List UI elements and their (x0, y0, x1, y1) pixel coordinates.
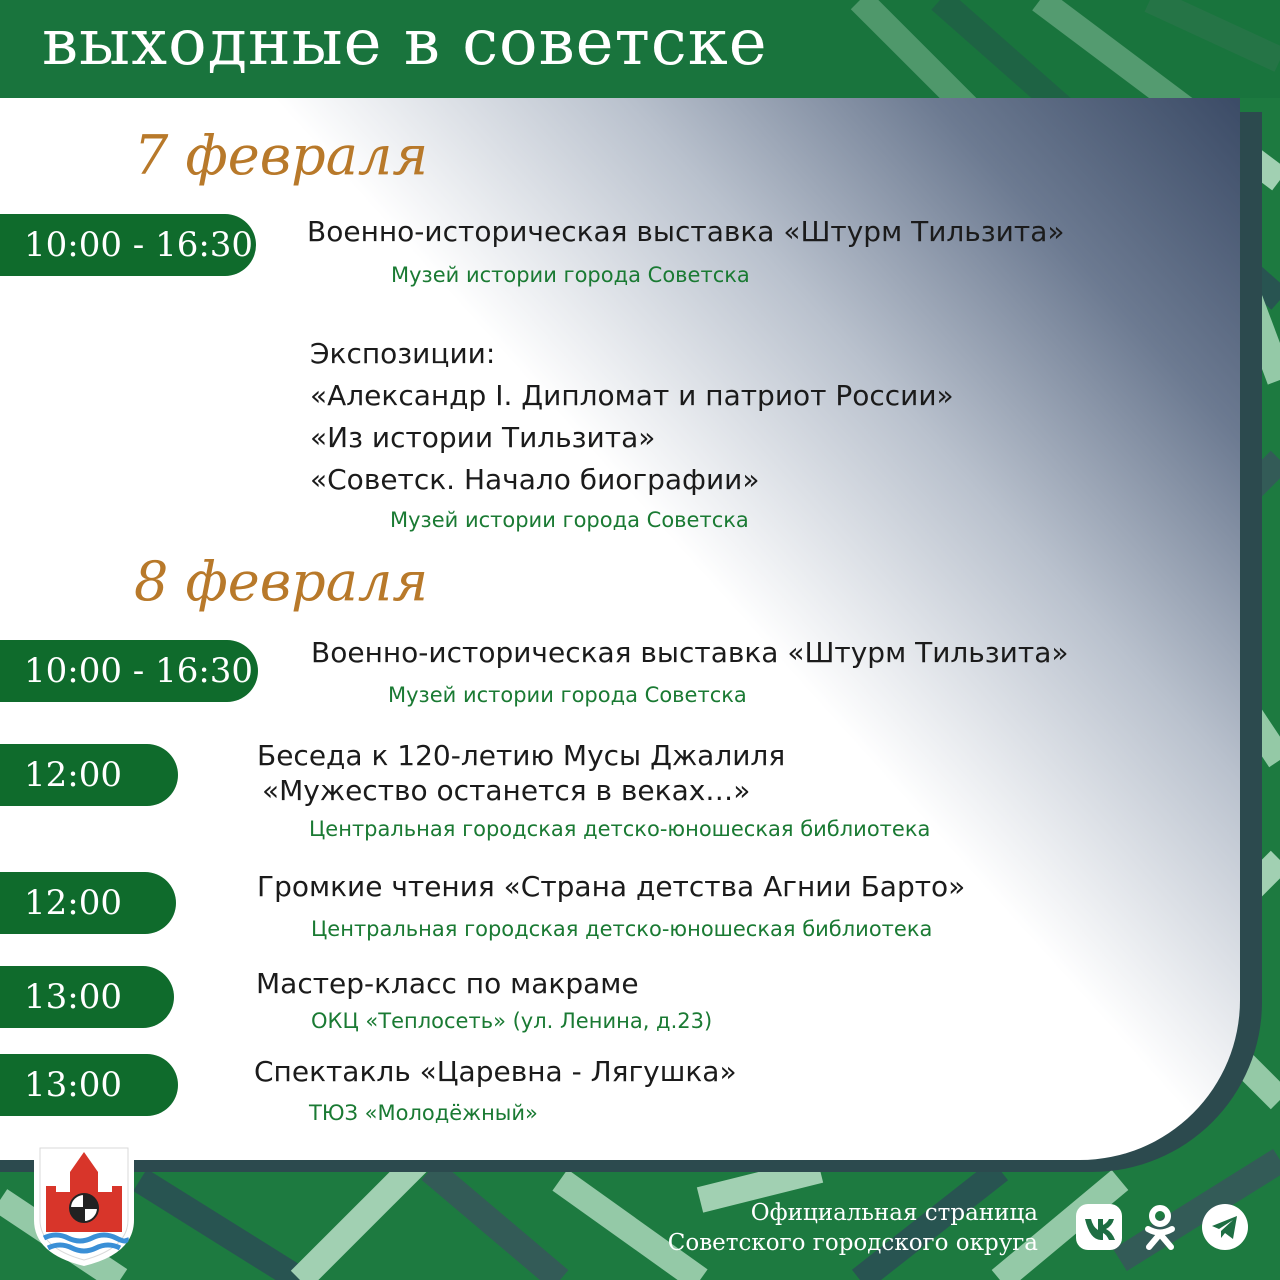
time-badge: 12:00 (0, 744, 178, 806)
event-title: Военно-историческая выставка «Штурм Тильзита» (307, 215, 1065, 248)
exhibition-item: «Александр I. Дипломат и патриот России» (310, 379, 954, 412)
exhibitions-list (310, 333, 954, 501)
footer-caption (668, 1198, 1038, 1258)
event-venue: Музей истории города Советска (391, 263, 750, 287)
event-title: Военно-историческая выставка «Штурм Тильзита» (311, 636, 1069, 669)
event-title: Беседа к 120-летию Мусы Джалиля (257, 739, 786, 772)
exhibitions-heading: Экспозиции: (310, 337, 496, 370)
time-badge: 10:00 - 16:30 (0, 640, 258, 702)
event-venue: ТЮЗ «Молодёжный» (309, 1101, 538, 1125)
time-badge: 13:00 (0, 966, 174, 1028)
footer-line: Официальная страница (750, 1200, 1038, 1226)
vk-icon[interactable] (1076, 1204, 1122, 1250)
event-venue: Центральная городская детско-юношеская библиотека (311, 917, 933, 941)
event-title: Мастер-класс по макраме (256, 967, 639, 1000)
odnoklassniki-icon[interactable] (1140, 1204, 1180, 1250)
exhibition-item: «Советск. Начало биографии» (310, 463, 760, 496)
event-venue: Музей истории города Советска (390, 508, 749, 532)
time-badge: 13:00 (0, 1054, 178, 1116)
city-coat-of-arms-icon (34, 1142, 134, 1266)
page-title: выходные в советске (42, 6, 768, 80)
event-title: Громкие чтения «Страна детства Агнии Барто» (257, 870, 966, 903)
time-badge: 12:00 (0, 872, 176, 934)
event-title: «Мужество останется в веках…» (262, 774, 751, 807)
date-heading-day2: 8 февраля (134, 550, 429, 613)
event-title: Спектакль «Царевна - Лягушка» (254, 1055, 737, 1088)
date-heading-day1: 7 февраля (134, 124, 429, 187)
event-venue: Центральная городская детско-юношеская библиотека (309, 817, 931, 841)
time-badge: 10:00 - 16:30 (0, 214, 256, 276)
telegram-icon[interactable] (1202, 1204, 1248, 1250)
exhibition-item: «Из истории Тильзита» (310, 421, 656, 454)
event-venue: Музей истории города Советска (388, 683, 747, 707)
footer-line: Советского городского округа (667, 1230, 1038, 1256)
event-venue: ОКЦ «Теплосеть» (ул. Ленина, д.23) (311, 1009, 713, 1033)
